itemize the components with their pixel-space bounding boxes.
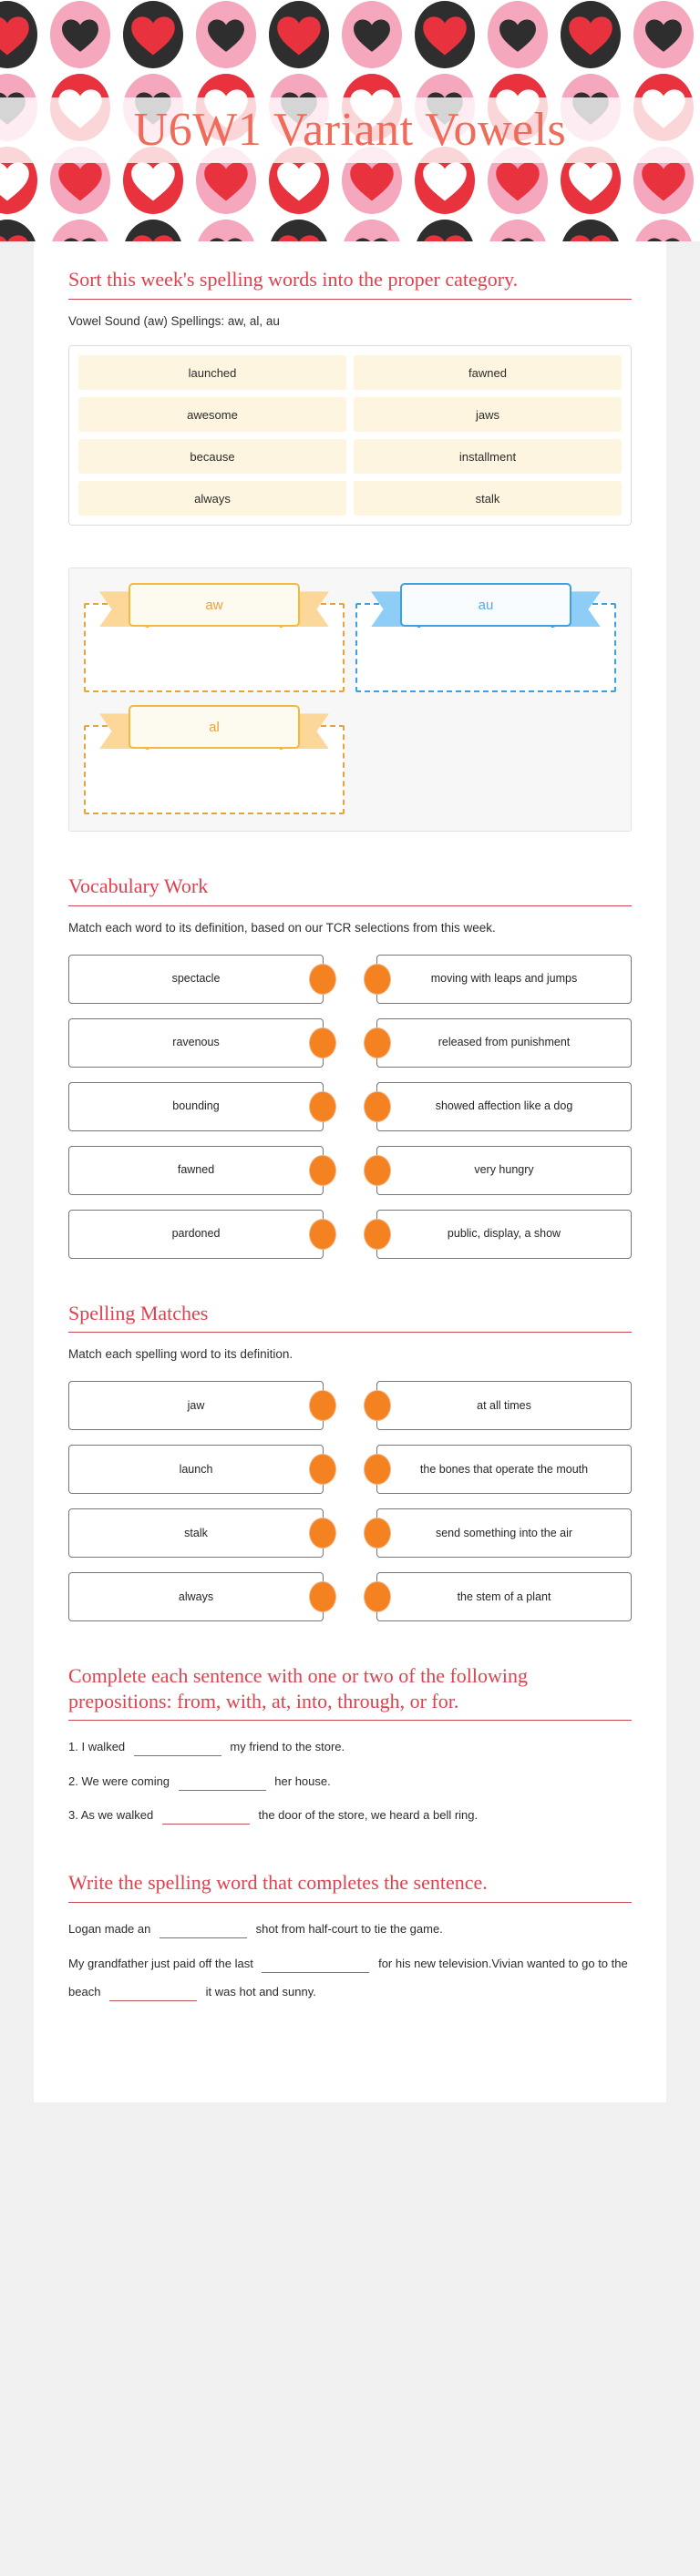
spelling-definition[interactable]	[376, 1381, 632, 1430]
spelling-term[interactable]	[68, 1445, 324, 1494]
vocabulary-term[interactable]	[68, 1018, 324, 1068]
item-number: 2.	[68, 1774, 78, 1788]
title-band	[0, 97, 700, 163]
category-drop-grid	[68, 567, 632, 832]
sort-instruction: Vowel Sound (aw) Spellings: aw, al, au	[68, 313, 280, 328]
vocabulary-instruction: Match each word to its definition, based on our TCR selections from this week.	[68, 920, 496, 935]
match-row	[68, 1082, 632, 1131]
definition-label: the bones that operate the mouth	[419, 1462, 589, 1476]
match-row	[68, 1018, 632, 1068]
category-label-al: al	[129, 705, 300, 749]
term-label: pardoned	[171, 1227, 221, 1241]
spelling-definition[interactable]	[376, 1445, 632, 1494]
connector-dot-icon[interactable]	[364, 1027, 391, 1058]
cloze-sentence-2	[68, 1949, 632, 2006]
word-tile[interactable]: jaws	[354, 397, 622, 432]
spelling-match-list	[68, 1381, 632, 1621]
connector-dot-icon[interactable]	[364, 1091, 391, 1122]
item-text-after: the door of the store, we heard a bell ring.	[258, 1807, 479, 1822]
vocabulary-definition[interactable]	[376, 1146, 632, 1195]
category-label-au: au	[400, 583, 571, 627]
match-row	[68, 1146, 632, 1195]
term-label: fawned	[177, 1163, 215, 1177]
category-label-aw: aw	[129, 583, 300, 627]
connector-dot-icon[interactable]	[309, 1454, 336, 1485]
category-cell-al	[84, 705, 345, 814]
ribbon-banner-al	[129, 705, 300, 749]
worksheet-header	[0, 0, 700, 241]
category-cell-au	[355, 583, 616, 692]
section-cloze	[68, 1870, 632, 2006]
term-label: stalk	[184, 1526, 208, 1539]
connector-dot-icon[interactable]	[309, 964, 336, 995]
item-number: 3.	[68, 1807, 78, 1822]
spelling-definition[interactable]	[376, 1572, 632, 1621]
term-label: jaw	[187, 1398, 205, 1412]
word-bank	[68, 345, 632, 526]
cloze-blank-1[interactable]	[160, 1924, 247, 1938]
match-row	[68, 955, 632, 1004]
vocabulary-match-list	[68, 955, 632, 1259]
preposition-item	[68, 1768, 632, 1794]
connector-dot-icon[interactable]	[309, 1091, 336, 1122]
vocabulary-term[interactable]	[68, 955, 324, 1004]
connector-dot-icon[interactable]	[309, 1027, 336, 1058]
connector-dot-icon[interactable]	[309, 1581, 336, 1612]
cloze-text-after: it was hot and sunny.	[205, 1984, 316, 1998]
definition-label: moving with leaps and jumps	[430, 972, 578, 986]
section-sort	[68, 267, 632, 526]
word-tile[interactable]: fawned	[354, 355, 622, 390]
spelling-definition[interactable]	[376, 1508, 632, 1558]
cloze-text-after: shot from half-court to tie the game.	[255, 1921, 443, 1936]
definition-label: showed affection like a dog	[435, 1099, 573, 1113]
match-row	[68, 1572, 632, 1621]
connector-dot-icon[interactable]	[364, 1518, 391, 1549]
match-row	[68, 1508, 632, 1558]
cloze-text-before: Logan made an	[68, 1921, 151, 1936]
item-number: 1.	[68, 1740, 78, 1754]
definition-label: at all times	[477, 1398, 531, 1412]
match-row	[68, 1381, 632, 1430]
vocabulary-heading: Vocabulary Work	[68, 874, 632, 906]
cloze-text-before: My grandfather just paid off the last	[68, 1956, 253, 1970]
definition-label: released from punishment	[438, 1036, 571, 1049]
term-label: launch	[179, 1462, 213, 1476]
item-text-after: my friend to the store.	[230, 1740, 345, 1754]
match-row	[68, 1445, 632, 1494]
spelling-term[interactable]	[68, 1381, 324, 1430]
definition-label: very hungry	[474, 1163, 534, 1177]
vocabulary-definition[interactable]	[376, 1082, 632, 1131]
prepositions-heading: Complete each sentence with one or two of the following prepositions: from, with, at, into, through, or for.	[68, 1663, 632, 1721]
cloze-text-mid: for his new television.Vivian wanted to go to the beach	[68, 1956, 628, 1998]
spelling-heading: Spelling Matches	[68, 1301, 632, 1334]
connector-dot-icon[interactable]	[309, 1219, 336, 1250]
term-label: always	[178, 1590, 214, 1603]
connector-dot-icon[interactable]	[364, 1454, 391, 1485]
term-label: spectacle	[171, 972, 221, 986]
connector-dot-icon[interactable]	[364, 1390, 391, 1421]
section-categories	[68, 567, 632, 832]
vocabulary-definition[interactable]	[376, 955, 632, 1004]
definition-label: send something into the air	[435, 1526, 573, 1539]
ribbon-banner-aw	[129, 583, 300, 627]
ribbon-banner-au	[400, 583, 571, 627]
item-text-before: As we walked	[80, 1807, 154, 1822]
page-title: U6W1 Variant Vowels	[133, 104, 567, 156]
connector-dot-icon[interactable]	[309, 1518, 336, 1549]
word-tile[interactable]: launched	[78, 355, 346, 390]
connector-dot-icon[interactable]	[309, 1155, 336, 1186]
word-tile[interactable]: stalk	[354, 481, 622, 516]
term-label: ravenous	[172, 1036, 220, 1049]
item-text-before: We were coming	[81, 1774, 170, 1788]
worksheet-body	[34, 241, 666, 2102]
section-prepositions	[68, 1663, 632, 1828]
spelling-term[interactable]	[68, 1572, 324, 1621]
connector-dot-icon[interactable]	[309, 1390, 336, 1421]
preposition-item	[68, 1802, 632, 1828]
word-tile[interactable]: awesome	[78, 397, 346, 432]
cloze-sentence-1	[68, 1916, 632, 1942]
item-text-after: her house.	[274, 1774, 331, 1788]
term-label: bounding	[172, 1099, 220, 1113]
cloze-blank-3[interactable]	[109, 1987, 197, 2001]
definition-label: public, display, a show	[447, 1227, 561, 1241]
category-cell-empty	[355, 705, 616, 814]
item-text-before: I walked	[81, 1740, 126, 1754]
cloze-heading: Write the spelling word that completes the sentence.	[68, 1870, 632, 1903]
section-vocabulary	[68, 874, 632, 1258]
word-tile[interactable]: installment	[354, 439, 622, 474]
spelling-term[interactable]	[68, 1508, 324, 1558]
connector-dot-icon[interactable]	[364, 1219, 391, 1250]
connector-dot-icon[interactable]	[364, 1581, 391, 1612]
word-tile[interactable]: always	[78, 481, 346, 516]
vocabulary-definition[interactable]	[376, 1210, 632, 1259]
preposition-blank-1[interactable]	[134, 1742, 221, 1756]
sort-heading: Sort this week's spelling words into the proper category.	[68, 267, 632, 300]
category-cell-aw	[84, 583, 345, 692]
connector-dot-icon[interactable]	[364, 1155, 391, 1186]
vocabulary-term[interactable]	[68, 1082, 324, 1131]
vocabulary-term[interactable]	[68, 1210, 324, 1259]
preposition-blank-3[interactable]	[162, 1810, 250, 1825]
word-tile[interactable]: because	[78, 439, 346, 474]
match-row	[68, 1210, 632, 1259]
vocabulary-definition[interactable]	[376, 1018, 632, 1068]
spelling-instruction: Match each spelling word to its definition.	[68, 1347, 293, 1362]
connector-dot-icon[interactable]	[364, 964, 391, 995]
section-spelling-matches	[68, 1301, 632, 1621]
definition-label: the stem of a plant	[457, 1590, 551, 1603]
preposition-blank-2[interactable]	[179, 1776, 266, 1791]
cloze-blank-2[interactable]	[262, 1958, 369, 1973]
vocabulary-term[interactable]	[68, 1146, 324, 1195]
preposition-item	[68, 1733, 632, 1760]
